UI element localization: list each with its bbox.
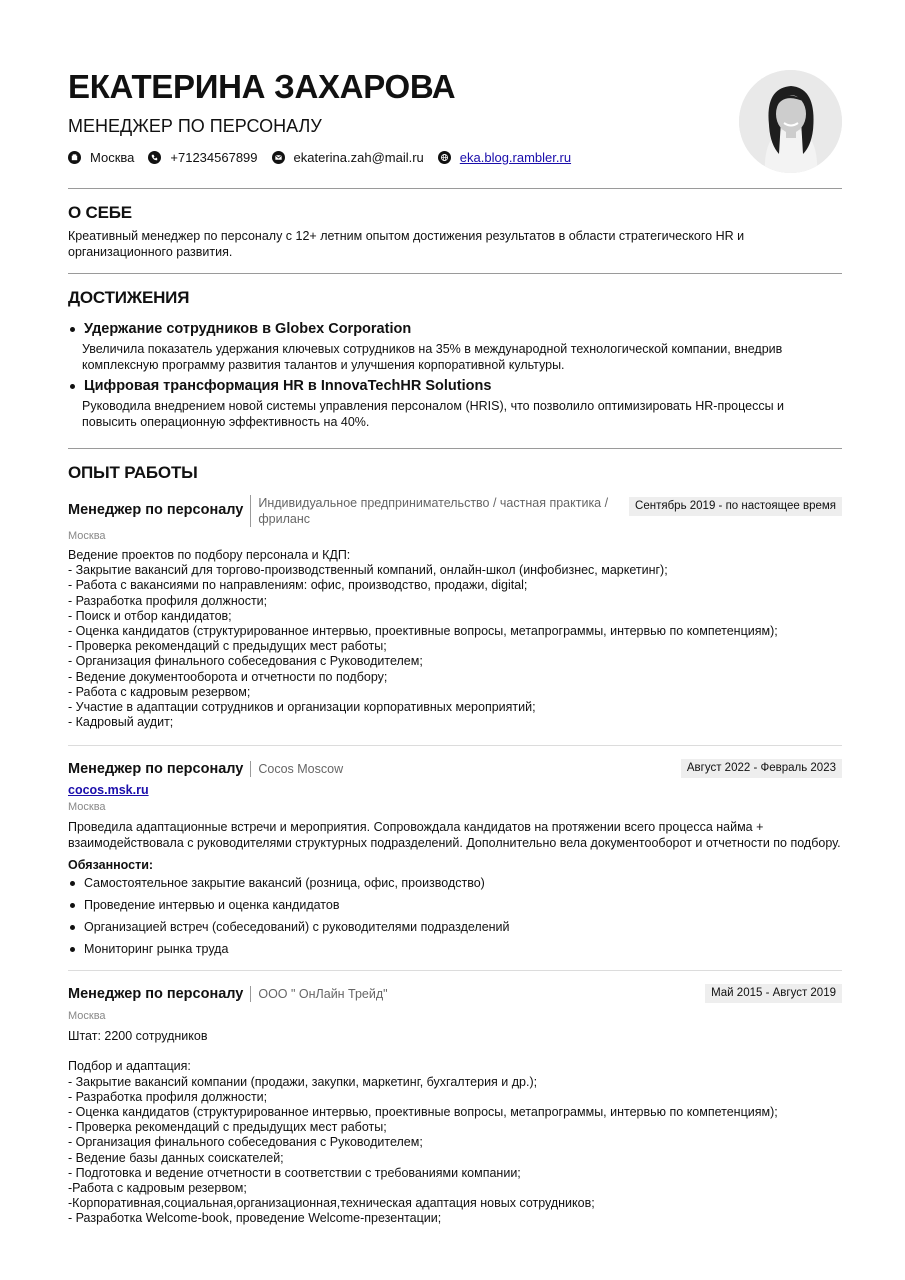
job-separator [250,495,251,527]
bullet-icon [70,903,75,908]
bullet-icon [70,327,75,332]
globe-icon [438,151,451,164]
email-icon [272,151,285,164]
bullet-icon [70,925,75,930]
contact-email-text: ekaterina.zah@mail.ru [293,150,424,165]
achievement-title: Цифровая трансформация HR в InnovaTechHR Solutions [84,378,492,394]
contact-website [438,150,571,165]
list-item [68,916,842,938]
achievement-item [68,376,842,430]
contact-email [272,150,424,165]
divider [68,745,842,746]
divider [68,448,842,449]
bullet-icon [70,881,75,886]
job-description: Штат: 2200 сотрудников Подбор и адаптация: - Закрытие вакансий компании (продажи, закупки, маркетинг, бухгалтерия и др.); - Разработка профиля должности; - Оценка кандидатов (структурированное интервью, проективные вопросы, метапрограммы, интервью по компетенциям); - Проверка рекомендаций с предыдущих мест работы; - Организация финального собеседования с Руководителем; - Ведение базы данных соискателей; - Подготовка и ведение отчетности в соответствии с требованиями компании; -Работа с кадровым резервом; -Корпоративная,социальная,организационная,техническая адаптация новых сотрудников; - Разработка Welcome-book, проведение Welcome-презентации; [68,1029,778,1226]
about-text: Креативный менеджер по персоналу с 12+ летним опытом достижения результатов в области стратегического HR и организационного развития. [68,229,745,259]
achievement-title: Удержание сотрудников в Globex Corporation [84,321,412,337]
job-company: Cocos Moscow [258,762,344,776]
duties-list [68,872,842,960]
job-city: Москва [68,1010,106,1022]
achievements-heading: ДОСТИЖЕНИЯ [68,288,190,307]
profile-photo [739,70,842,173]
contact-city-text: Москва [90,150,135,165]
bullet-icon [70,947,75,952]
achievement-text: Руководила внедрением новой системы управления персоналом (HRIS), что позволило оптимизировать HR-процессы и повысить операционную эффективность на 40%. [82,399,785,429]
job-role: Менеджер по персоналу [68,986,244,1002]
contact-city [68,150,134,165]
contact-bar [68,150,748,165]
job-city: Москва [68,530,106,542]
bullet-icon [70,384,75,389]
divider [68,273,842,274]
job-separator [250,761,251,777]
job-description: Ведение проектов по подбору персонала и КДП: - Закрытие вакансий для торгово-производственный компаний, онлайн-школ (инфобизнес, маркетинг); - Работа с вакансиями по направлениям: офис, производство, продажи, digital; - Разработка профиля должности; - Поиск и отбор кандидатов; - Оценка кандидатов (структурированное интервью, проективные вопросы, метапрограммы, интервью по компетенциям); - Проверка рекомендаций с предыдущих мест работы; - Организация финального собеседования с Руководителем; - Ведение документооборота и отчетности по подбору; - Работа с кадровым резервом; - Участие в адаптации сотрудников и организации корпоративных мероприятий; - Кадровый аудит; [68,548,778,730]
job-company: Индивидуальное предпринимательство / частная практика / фриланс [258,496,609,526]
achievement-text: Увеличила показатель удержания ключевых сотрудников на 35% в международной технологической компании, внедрив комплексную программу развития талантов и улучшения корпоративной культуры. [82,342,783,372]
candidate-name: ЕКАТЕРИНА ЗАХАРОВА [68,68,456,105]
company-website-link[interactable]: cocos.msk.ru [68,783,149,797]
list-item [68,894,842,916]
job-role: Менеджер по персоналу [68,761,244,777]
candidate-title: МЕНЕДЖЕР ПО ПЕРСОНАЛУ [68,116,322,136]
duty-text: Проведение интервью и оценка кандидатов [84,898,340,912]
job-description: Проведила адаптационные встречи и мероприятия. Сопровождала кандидатов на протяжении всего процесса найма + взаимодействовала с руководителями структурных подразделений. Дополнительно вела документооборот и отчетности по подбору. [68,820,841,850]
duties-label: Обязанности: [68,858,154,872]
duty-text: Самостоятельное закрытие вакансий (розница, офис, производство) [84,876,485,890]
contact-phone-text: +71234567899 [170,150,258,165]
job-dates: Август 2022 - Февраль 2023 [681,759,842,778]
list-item [68,872,842,894]
location-icon [68,151,81,164]
divider [68,970,842,971]
job-header [68,984,842,1004]
achievement-item [68,319,842,373]
phone-icon [148,151,161,164]
contact-phone [148,150,257,165]
job-city: Москва [68,801,106,813]
resume-header [68,66,748,165]
job-header [68,495,842,527]
duty-text: Мониторинг рынка труда [84,942,229,956]
about-heading: О СЕБЕ [68,203,132,222]
duty-text: Организацией встреч (собеседований) с руководителями подразделений [84,920,510,934]
divider [68,188,842,189]
website-link[interactable]: eka.blog.rambler.ru [459,150,572,165]
job-separator [250,986,251,1002]
job-header [68,759,842,779]
job-company: ООО " ОнЛайн Трейд" [258,987,388,1001]
experience-heading: ОПЫТ РАБОТЫ [68,463,198,482]
job-dates: Сентябрь 2019 - по настоящее время [629,497,842,516]
list-item [68,938,842,960]
job-dates: Май 2015 - Август 2019 [705,984,842,1003]
job-role: Менеджер по персоналу [68,502,244,518]
